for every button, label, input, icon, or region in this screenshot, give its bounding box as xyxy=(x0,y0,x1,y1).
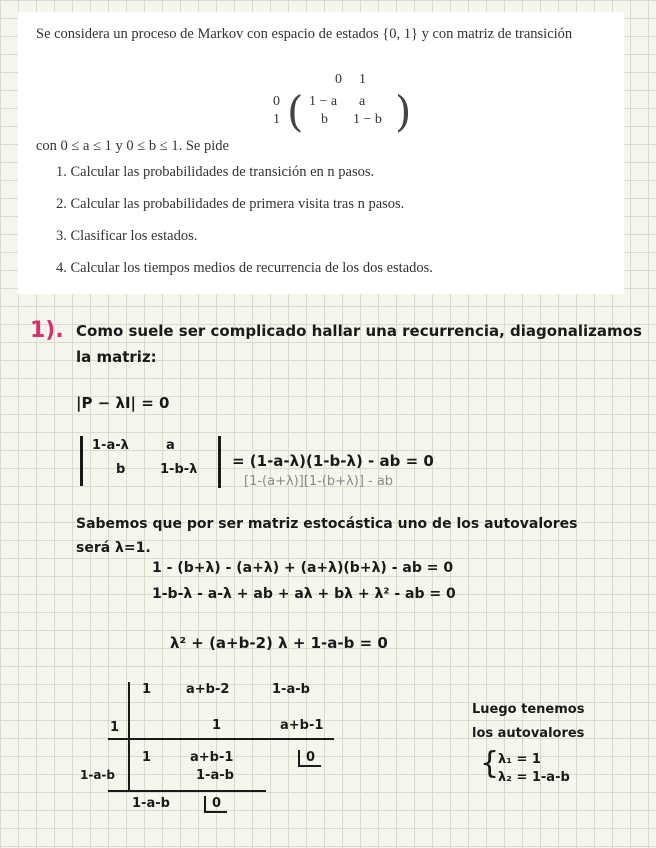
ruffini-cell: 1 xyxy=(212,718,222,733)
characteristic-equation: |P − λI| = 0 xyxy=(76,394,170,412)
determinant-entry: b xyxy=(116,462,126,477)
ruffini-root: 1-a-b xyxy=(80,768,115,782)
matrix-cell: b xyxy=(321,112,328,127)
ruffini-cell: 1-a-b xyxy=(272,682,310,697)
task-item: 1. Calcular las probabilidades de transición en n pasos. xyxy=(56,164,375,180)
transition-matrix xyxy=(273,72,423,136)
section-number: 1). xyxy=(30,318,64,343)
determinant-hint: [1-(a+λ)][1-(b+λ)] - ab xyxy=(244,474,394,489)
determinant-result: = (1-a-λ)(1-b-λ) - ab = 0 xyxy=(232,452,434,470)
expansion-line: 1-b-λ - a-λ + ab + aλ + bλ + λ² - ab = 0 xyxy=(152,586,456,602)
ruffini-cell: a+b-1 xyxy=(190,750,234,765)
determinant-bar-right xyxy=(218,436,221,488)
eigenvalue: λ₂ = 1-a-b xyxy=(498,770,570,785)
brace-icon: { xyxy=(480,746,500,781)
problem-condition: con 0 ≤ a ≤ 1 y 0 ≤ b ≤ 1. Se pide xyxy=(36,138,229,154)
matrix-col-header: 1 xyxy=(359,72,366,87)
ruffini-cell: 1 xyxy=(142,750,152,765)
conclusion-line: Luego tenemos xyxy=(472,702,585,717)
note-line: la matriz: xyxy=(76,348,157,366)
ruffini-root: 1 xyxy=(110,720,120,735)
matrix-left-paren: ( xyxy=(287,87,304,136)
task-item: 3. Clasificar los estados. xyxy=(56,228,198,244)
task-item: 4. Calcular los tiempos medios de recurrencia de los dos estados. xyxy=(56,260,433,276)
ruffini-cell: 1-a-b xyxy=(196,768,234,783)
ruffini-cell: 1-a-b xyxy=(132,796,170,811)
note-line: será λ=1. xyxy=(76,540,151,556)
ruffini-cell: a+b-2 xyxy=(186,682,230,697)
matrix-right-paren: ) xyxy=(395,87,412,136)
expansion-line: 1 - (b+λ) - (a+λ) + (a+λ)(b+λ) - ab = 0 xyxy=(152,560,454,576)
ruffini-horizontal-line xyxy=(108,790,266,792)
quadratic-equation: λ² + (a+b-2) λ + 1-a-b = 0 xyxy=(170,634,388,652)
task-item: 2. Calcular las probabilidades de primera visita tras n pasos. xyxy=(56,196,405,212)
determinant-entry: 1-a-λ xyxy=(92,438,129,453)
matrix-col-header: 0 xyxy=(335,72,342,87)
matrix-cell: a xyxy=(359,94,366,109)
determinant-entry: 1-b-λ xyxy=(160,462,198,477)
ruffini-remainder: 0 xyxy=(298,750,321,767)
matrix-row-header: 0 xyxy=(273,94,280,109)
determinant-entry: a xyxy=(166,438,175,453)
ruffini-cell: a+b-1 xyxy=(280,718,324,733)
problem-intro: Se considera un proceso de Markov con espacio de estados {0, 1} y con matriz de transición xyxy=(36,26,573,42)
problem-card xyxy=(18,12,624,294)
note-line: Como suele ser complicado hallar una recurrencia, diagonalizamos xyxy=(76,322,642,340)
ruffini-cell: 1 xyxy=(142,682,152,697)
matrix-row-header: 1 xyxy=(273,112,280,127)
ruffini-vertical-line xyxy=(128,682,130,790)
eigenvalue: λ₁ = 1 xyxy=(498,752,541,767)
determinant-bar-left xyxy=(80,436,83,486)
ruffini-remainder: 0 xyxy=(204,796,227,813)
ruffini-horizontal-line xyxy=(108,738,334,740)
conclusion-line: los autovalores xyxy=(472,726,585,741)
matrix-cell: 1 − a xyxy=(309,94,338,109)
matrix-cell: 1 − b xyxy=(353,112,382,127)
note-line: Sabemos que por ser matriz estocástica uno de los autovalores xyxy=(76,516,578,532)
